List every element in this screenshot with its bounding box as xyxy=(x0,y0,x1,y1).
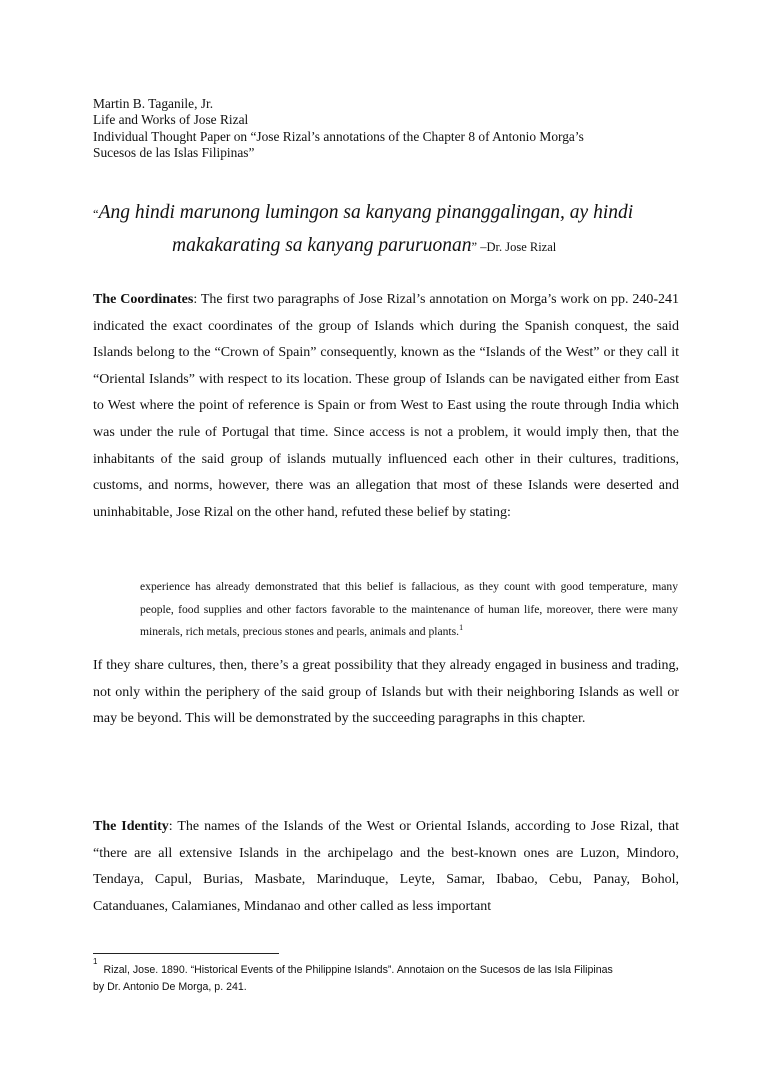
footnote-divider xyxy=(93,953,279,954)
rizal-blockquote xyxy=(140,576,678,644)
coordinates-text: : The first two paragraphs of Jose Rizal’s annotation on Morga’s work on pp. 240-241 indicated the exact coordinates of the group of Islands which during the Spanish conquest, the said Islands belong to the “Crown of Spain” consequently, known as the “Islands of the West” or they call it “Oriental Islands” with respect to its location. These group of Islands can be navigated either from East to West where the point of reference is Spain or from West to East using the route through India which was under the rule of Portugal that time. Since access is not a problem, it would imply then, that the inhabitants of the said group of islands mutually influenced each other in their cultures, traditions, customs, and norms, however, there was an allegation that most of these Islands were deserted and uninhabitable, Jose Rizal on the other hand, refuted these belief by stating: xyxy=(93,292,679,520)
epigraph-line-1: Ang hindi marunong lumingon sa kanyang pinanggalingan, ay hindi xyxy=(98,202,634,223)
author-name: Martin B. Taganile, Jr. xyxy=(93,96,214,111)
epigraph-open-quote: “ xyxy=(93,207,99,221)
course-title: Life and Works of Jose Rizal xyxy=(93,112,249,128)
epigraph-close-quote: ” xyxy=(471,240,478,254)
coordinates-paragraph xyxy=(93,287,679,526)
coordinates-heading: The Coordinates xyxy=(93,292,194,307)
epigraph-attribution: –Dr. Jose Rizal xyxy=(477,240,557,254)
share-cultures-text: If they share cultures, then, there’s a great possibility that they already engaged in business and trading, not only within the periphery of the said group of Islands but with their neighboring Islands as well or may be beyond. This will be demonstrated by the succeeding paragraphs in this chapter. xyxy=(93,658,679,727)
identity-paragraph xyxy=(93,814,679,920)
identity-heading: The Identity xyxy=(93,819,169,834)
footnote-number: 1 xyxy=(93,957,98,966)
paper-title-line-2: Sucesos de las Islas Filipinas” xyxy=(93,144,255,160)
identity-text: : The names of the Islands of the West or Oriental Islands, according to Jose Rizal, that “there are all extensive Islands in the archipelago and the best-known ones are Luzon, Mindoro, Tendaya, Capul, Burias, Masbate, Marinduque, Leyte, Samar, Ibabao, Cebu, Panay, Bohol, Catanduanes, Calamianes, Mindanao and other called as less important xyxy=(93,819,679,914)
footnote-line-2: by Dr. Antonio De Morga, p. 241. xyxy=(93,981,247,993)
epigraph-line-2: makakarating sa kanyang paruruonan xyxy=(172,235,472,256)
footnote-line-1: Rizal, Jose. 1890. “Historical Events of the Philippine Islands”. Annotaion on the Sucesos de las Isla Filipinas xyxy=(103,964,613,976)
paper-title-line-1: Individual Thought Paper on “Jose Rizal’s annotations of the Chapter 8 of Antonio Morga’s xyxy=(93,128,584,144)
share-cultures-paragraph xyxy=(93,653,679,733)
document-header xyxy=(93,96,693,161)
footnote-reference: 1 xyxy=(459,623,464,633)
footnote xyxy=(93,957,693,996)
blockquote-text: experience has already demonstrated that this belief is fallacious, as they count with good temperature, many people, food supplies and other factors favorable to the maintenance of human life, moreover, there were many minerals, rich metals, precious stones and pearls, animals and plants. xyxy=(140,580,678,639)
epigraph xyxy=(93,197,693,263)
